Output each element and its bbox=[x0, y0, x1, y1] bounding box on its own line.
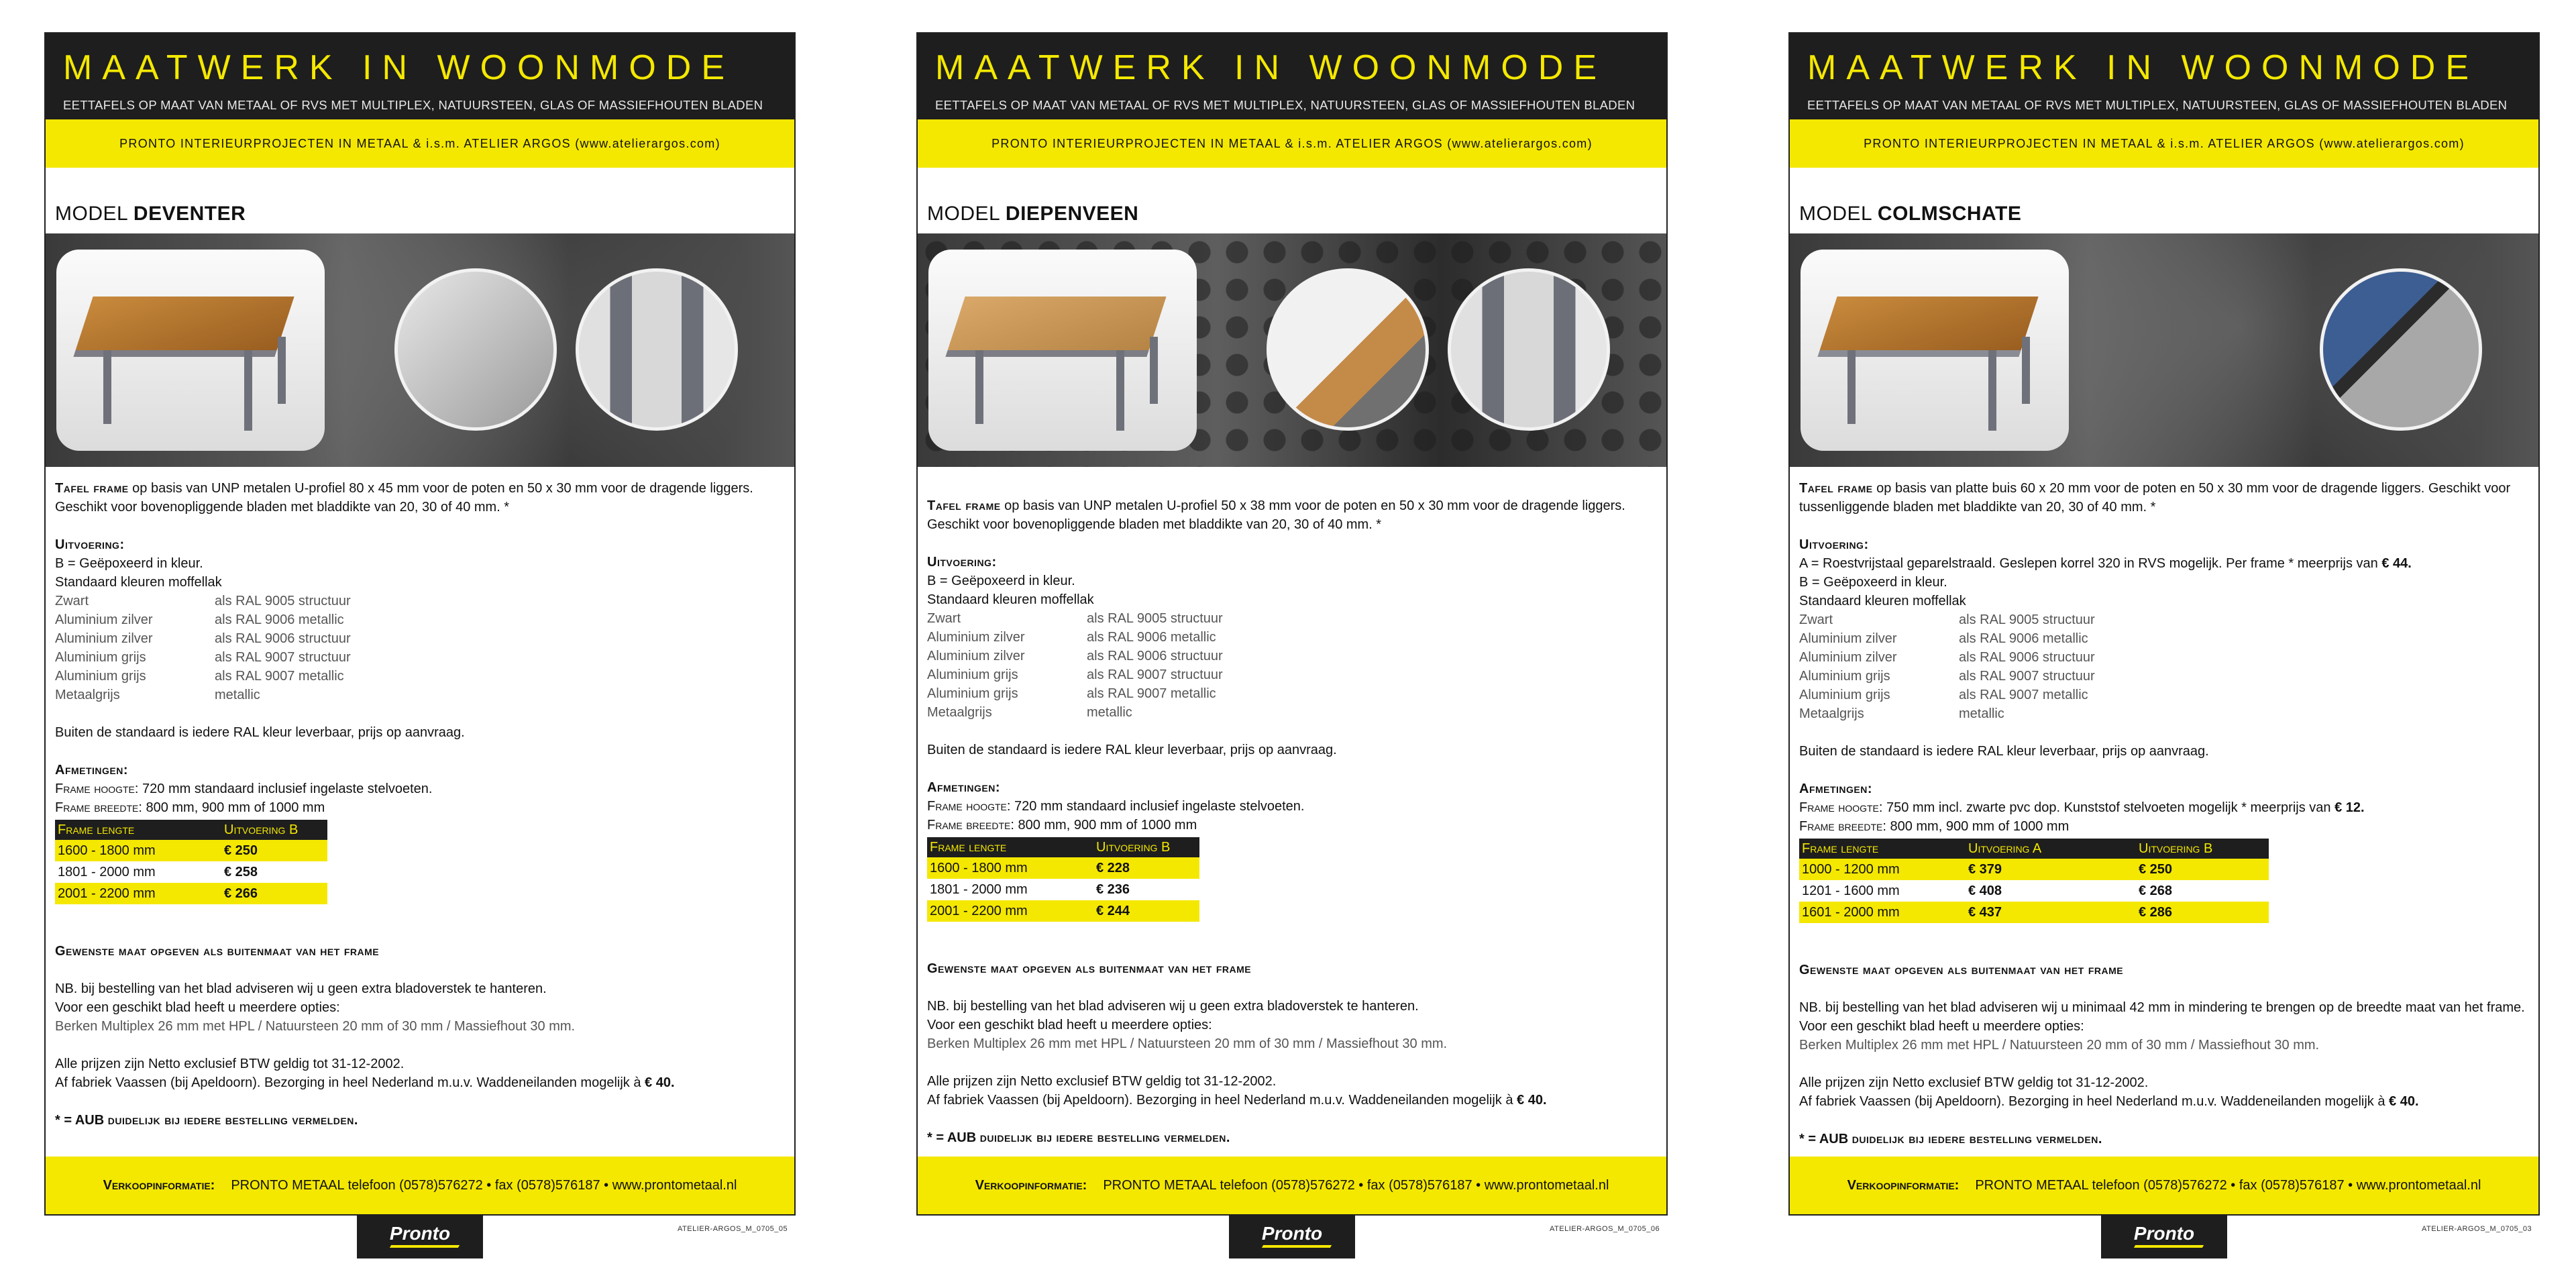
color-row bbox=[1799, 667, 2526, 686]
frame-desc-text: op basis van platte buis 60 x 20 mm voor de poten en 50 x 30 mm voor de dragende liggers. Geschikt voor tussenliggende bladen met bladdikte van 20, 30 of 40 mm. * bbox=[1799, 481, 2511, 515]
model-title bbox=[918, 168, 1666, 233]
blad-options: Berken Multiplex 26 mm met HPL / Natuursteen 20 mm of 30 mm / Massiefhout 30 mm. bbox=[55, 1019, 576, 1034]
uitvoering-a-price: € 44. bbox=[2381, 556, 2412, 571]
uitvoering-b: B = Geëpoxeerd in kleur. bbox=[55, 556, 203, 571]
model-prefix: MODEL bbox=[927, 203, 1000, 225]
frame-label: Tafel frame bbox=[927, 498, 1001, 513]
aub-star: * = AUB bbox=[1799, 1132, 1849, 1146]
detail-corner-photo bbox=[1267, 268, 1429, 431]
uitvoering-b: B = Geëpoxeerd in kleur. bbox=[927, 574, 1075, 588]
color-name: Aluminium grijs bbox=[927, 686, 1018, 701]
frame-height-price: € 12. bbox=[2334, 800, 2365, 815]
cell-price-a: € 408 bbox=[1968, 883, 2002, 898]
footer-contact: PRONTO METAAL telefoon (0578)576272 • fax (0578)576187 • www.prontometaal.nl bbox=[1103, 1178, 1609, 1193]
color-row bbox=[927, 665, 1654, 684]
model-prefix: MODEL bbox=[1799, 203, 1872, 225]
table-leg bbox=[103, 350, 111, 424]
frame-label: Tafel frame bbox=[55, 481, 129, 496]
logo-text: Pronto bbox=[1261, 1223, 1323, 1244]
logo-text: Pronto bbox=[2133, 1223, 2195, 1244]
partner-bar: PRONTO INTERIEURPROJECTEN IN METAAL & i.s.m. ATELIER ARGOS (www.atelierargos.com) bbox=[1790, 119, 2538, 168]
color-row bbox=[1799, 704, 2526, 723]
partner-bar: PRONTO INTERIEURPROJECTEN IN METAAL & i.s.m. ATELIER ARGOS (www.atelierargos.com) bbox=[46, 119, 794, 168]
frame-label: Tafel frame bbox=[1799, 481, 1873, 496]
delivery-price: € 40. bbox=[1517, 1093, 1547, 1108]
model-prefix: MODEL bbox=[55, 203, 128, 225]
frame-height-value: 720 mm standaard inclusief ingelaste stelvoeten. bbox=[1014, 799, 1305, 814]
sheet-title: MAATWERK IN WOONMODE bbox=[1807, 48, 2479, 87]
gewenste-maat: Gewenste maat opgeven als buitenmaat van het frame bbox=[55, 944, 380, 959]
sheet-diepenveen bbox=[916, 32, 1668, 1216]
standard-colors-heading: Standaard kleuren moffellak bbox=[1799, 594, 1966, 608]
col-uitvoering-b: Uitvoering B bbox=[2136, 839, 2269, 859]
uitvoering-b: B = Geëpoxeerd in kleur. bbox=[1799, 575, 1947, 590]
document-code: ATELIER-ARGOS_M_0705_05 bbox=[678, 1225, 788, 1233]
aub-star: * = AUB bbox=[927, 1130, 977, 1145]
delivery-price: € 40. bbox=[645, 1075, 675, 1090]
nb-options-intro: Voor een geschikt blad heeft u meerdere opties: bbox=[55, 1000, 340, 1015]
table-row bbox=[1799, 859, 2269, 880]
color-row bbox=[55, 648, 782, 667]
color-row bbox=[927, 684, 1654, 703]
aub-text: duidelijk bij iedere bestelling vermelden. bbox=[979, 1130, 1230, 1145]
cell-price-b: € 286 bbox=[2136, 902, 2269, 923]
color-name: Aluminium zilver bbox=[1799, 631, 1897, 646]
color-ral: als RAL 9006 structuur bbox=[1959, 650, 2095, 665]
sheet-colmschate bbox=[1788, 32, 2540, 1216]
frame-height-label: Frame hoogte: bbox=[1799, 800, 1883, 815]
sheet-subtitle: EETTAFELS OP MAAT VAN METAAL OF RVS MET MULTIPLEX, NATUURSTEEN, GLAS OF MASSIEFHOUTEN BLADEN bbox=[1807, 98, 2508, 112]
uitvoering-heading: Uitvoering: bbox=[1799, 537, 1869, 552]
color-name: Metaalgrijs bbox=[927, 705, 992, 720]
table-row bbox=[55, 883, 327, 904]
color-name: Metaalgrijs bbox=[55, 688, 120, 702]
nb-note: NB. bij bestelling van het blad adviseren wij u minimaal 42 mm in mindering te brengen op de breedte maat van het frame. bbox=[1799, 1000, 2525, 1015]
color-row bbox=[927, 628, 1654, 647]
color-row bbox=[55, 629, 782, 648]
cell-price-b: € 236 bbox=[1096, 882, 1130, 897]
sheet-header bbox=[918, 34, 1666, 119]
color-name: Aluminium grijs bbox=[1799, 669, 1890, 684]
table-row bbox=[927, 879, 1199, 900]
nb-note: NB. bij bestelling van het blad adviseren wij u geen extra bladoverstek te hanteren. bbox=[55, 981, 547, 996]
color-row bbox=[1799, 610, 2526, 629]
table-row bbox=[1799, 880, 2269, 902]
color-row bbox=[1799, 629, 2526, 648]
cell-price-b: € 258 bbox=[224, 865, 258, 879]
product-photo bbox=[918, 233, 1666, 467]
color-ral: als RAL 9005 structuur bbox=[1959, 612, 2095, 627]
afmetingen-heading: Afmetingen: bbox=[55, 763, 129, 777]
aub-note bbox=[927, 1128, 1654, 1147]
cell-lengte: 1801 - 2000 mm bbox=[58, 865, 156, 879]
color-name: Aluminium grijs bbox=[1799, 688, 1890, 702]
color-ral: als RAL 9006 structuur bbox=[215, 631, 351, 646]
color-row bbox=[1799, 686, 2526, 704]
table-row bbox=[55, 861, 327, 883]
frame-desc-text: op basis van UNP metalen U-profiel 50 x 38 mm voor de poten en 50 x 30 mm voor de dragende liggers. Geschikt voor bovenopliggende bladen met bladdikte van 20, 30 of 40 mm. * bbox=[927, 498, 1625, 532]
color-ral: als RAL 9006 metallic bbox=[215, 612, 344, 627]
frame-width-value: 800 mm, 900 mm of 1000 mm bbox=[1018, 818, 1197, 833]
table-leg bbox=[244, 350, 252, 431]
partner-bar: PRONTO INTERIEURPROJECTEN IN METAAL & i.s.m. ATELIER ARGOS (www.atelierargos.com) bbox=[918, 119, 1666, 168]
frame-height-label: Frame hoogte: bbox=[55, 782, 139, 796]
sheet-subtitle: EETTAFELS OP MAAT VAN METAAL OF RVS MET MULTIPLEX, NATUURSTEEN, GLAS OF MASSIEFHOUTEN BLADEN bbox=[935, 98, 1635, 112]
detail-corner-photo bbox=[2320, 268, 2482, 431]
sales-footer bbox=[918, 1157, 1666, 1214]
frame-width-label: Frame breedte: bbox=[1799, 819, 1886, 834]
table-row bbox=[1799, 902, 2269, 923]
ral-note: Buiten de standaard is iedere RAL kleur leverbaar, prijs op aanvraag. bbox=[1799, 744, 2209, 759]
blad-options: Berken Multiplex 26 mm met HPL / Natuursteen 20 mm of 30 mm / Massiefhout 30 mm. bbox=[927, 1036, 1448, 1051]
sheet-title: MAATWERK IN WOONMODE bbox=[935, 48, 1607, 87]
cell-price-b: € 228 bbox=[1093, 857, 1199, 879]
delivery-note bbox=[1799, 1092, 2526, 1111]
color-row bbox=[55, 667, 782, 686]
aub-text: duidelijk bij iedere bestelling vermelden. bbox=[107, 1113, 358, 1128]
ral-note: Buiten de standaard is iedere RAL kleur leverbaar, prijs op aanvraag. bbox=[55, 725, 465, 740]
frame-width-line bbox=[927, 816, 1654, 835]
cell-lengte: 1201 - 1600 mm bbox=[1802, 883, 1900, 898]
model-name: DEVENTER bbox=[133, 203, 246, 225]
cell-lengte: 1600 - 1800 mm bbox=[55, 840, 221, 861]
color-ral: als RAL 9007 metallic bbox=[1087, 686, 1216, 701]
col-uitvoering-b: Uitvoering B bbox=[221, 820, 327, 840]
gewenste-maat: Gewenste maat opgeven als buitenmaat van het frame bbox=[1799, 963, 2124, 977]
afmetingen-heading: Afmetingen: bbox=[1799, 782, 1873, 796]
price-table-header bbox=[1799, 839, 2269, 859]
detail-corner-photo bbox=[394, 268, 557, 431]
sheet-header bbox=[46, 34, 794, 119]
table-leg bbox=[2022, 337, 2030, 404]
delivery-text: Af fabriek Vaassen (bij Apeldoorn). Bezorging in heel Nederland m.u.v. Waddeneilanden mogelijk à bbox=[1799, 1094, 2385, 1109]
footer-label: Verkoopinformatie: bbox=[975, 1178, 1087, 1193]
nb-options-intro: Voor een geschikt blad heeft u meerdere opties: bbox=[1799, 1019, 2084, 1034]
delivery-note bbox=[927, 1091, 1654, 1110]
uitvoering-heading: Uitvoering: bbox=[55, 537, 125, 552]
table-photo bbox=[56, 250, 325, 451]
frame-description bbox=[55, 479, 782, 517]
cell-price-b: € 244 bbox=[1093, 900, 1199, 922]
cell-price-a: € 379 bbox=[1966, 859, 2136, 880]
model-name: DIEPENVEEN bbox=[1005, 203, 1139, 225]
sheet-header bbox=[1790, 34, 2538, 119]
table-leg bbox=[1988, 350, 1996, 431]
nb-options-intro: Voor een geschikt blad heeft u meerdere opties: bbox=[927, 1018, 1212, 1032]
cell-lengte: 1600 - 1800 mm bbox=[927, 857, 1093, 879]
frame-height-label: Frame hoogte: bbox=[927, 799, 1011, 814]
sheet-content bbox=[46, 467, 794, 1130]
cell-price-b: € 266 bbox=[221, 883, 327, 904]
color-name: Zwart bbox=[927, 611, 961, 626]
color-name: Zwart bbox=[1799, 612, 1833, 627]
price-table-header bbox=[55, 820, 327, 840]
color-name: Zwart bbox=[55, 594, 89, 608]
col-uitvoering-b: Uitvoering B bbox=[1093, 837, 1199, 857]
frame-height-line bbox=[927, 797, 1654, 816]
uitvoering-heading: Uitvoering: bbox=[927, 555, 997, 570]
col-lengte: Frame lengte bbox=[1799, 839, 1966, 859]
pronto-logo bbox=[1229, 1214, 1355, 1258]
cell-price-a: € 437 bbox=[1966, 902, 2136, 923]
table-leg bbox=[278, 337, 286, 404]
ral-note: Buiten de standaard is iedere RAL kleur leverbaar, prijs op aanvraag. bbox=[927, 743, 1337, 757]
cell-price-b: € 250 bbox=[2136, 859, 2269, 880]
frame-width-value: 800 mm, 900 mm of 1000 mm bbox=[146, 800, 325, 815]
logo-text: Pronto bbox=[389, 1223, 451, 1244]
table-row bbox=[927, 900, 1199, 922]
sheet-content bbox=[1790, 467, 2538, 1148]
cell-lengte: 2001 - 2200 mm bbox=[55, 883, 221, 904]
price-table bbox=[55, 820, 327, 904]
color-ral: als RAL 9007 structuur bbox=[215, 650, 351, 665]
frame-width-line bbox=[1799, 817, 2526, 836]
delivery-note bbox=[55, 1073, 782, 1092]
sheet-deventer bbox=[44, 32, 796, 1216]
delivery-text: Af fabriek Vaassen (bij Apeldoorn). Bezorging in heel Nederland m.u.v. Waddeneilanden mogelijk à bbox=[55, 1075, 641, 1090]
color-name: Aluminium zilver bbox=[927, 649, 1025, 663]
footer-label: Verkoopinformatie: bbox=[103, 1178, 215, 1193]
table-top-image bbox=[945, 297, 1166, 357]
frame-height-value: 750 mm incl. zwarte pvc dop. Kunststof stelvoeten mogelijk * meerprijs van bbox=[1886, 800, 2331, 815]
table-top-image bbox=[1817, 297, 2038, 357]
frame-description bbox=[927, 496, 1654, 534]
color-row bbox=[927, 647, 1654, 665]
cell-lengte: 2001 - 2200 mm bbox=[927, 900, 1093, 922]
price-table-header bbox=[927, 837, 1199, 857]
color-ral: als RAL 9007 structuur bbox=[1959, 669, 2095, 684]
col-lengte: Frame lengte bbox=[927, 837, 1093, 857]
footer-label: Verkoopinformatie: bbox=[1847, 1178, 1960, 1193]
color-ral: als RAL 9005 structuur bbox=[215, 594, 351, 608]
color-row bbox=[1799, 648, 2526, 667]
cell-price-b: € 250 bbox=[221, 840, 327, 861]
col-lengte: Frame lengte bbox=[55, 820, 221, 840]
frame-description bbox=[1799, 479, 2526, 517]
detail-foot-photo bbox=[576, 268, 738, 431]
color-name: Aluminium zilver bbox=[55, 612, 153, 627]
document-code: ATELIER-ARGOS_M_0705_06 bbox=[1550, 1225, 1660, 1233]
aub-star: * = AUB bbox=[55, 1113, 105, 1128]
frame-width-value: 800 mm, 900 mm of 1000 mm bbox=[1890, 819, 2070, 834]
table-photo bbox=[1801, 250, 2069, 451]
nb-note: NB. bij bestelling van het blad adviseren wij u geen extra bladoverstek te hanteren. bbox=[927, 999, 1419, 1014]
table-top-image bbox=[73, 297, 294, 357]
color-name: Aluminium zilver bbox=[927, 630, 1025, 645]
color-name: Aluminium grijs bbox=[55, 669, 146, 684]
color-ral: als RAL 9007 structuur bbox=[1087, 667, 1223, 682]
table-leg bbox=[1150, 337, 1158, 404]
color-ral: metallic bbox=[215, 688, 260, 702]
color-ral: metallic bbox=[1087, 705, 1132, 720]
table-leg bbox=[1847, 350, 1856, 424]
product-photo bbox=[1790, 233, 2538, 467]
sheet-subtitle: EETTAFELS OP MAAT VAN METAAL OF RVS MET MULTIPLEX, NATUURSTEEN, GLAS OF MASSIEFHOUTEN BLADEN bbox=[63, 98, 763, 112]
price-table bbox=[927, 837, 1199, 922]
table-photo bbox=[928, 250, 1197, 451]
frame-width-label: Frame breedte: bbox=[55, 800, 142, 815]
frame-height-line bbox=[1799, 798, 2526, 817]
table-row bbox=[927, 857, 1199, 879]
frame-width-line bbox=[55, 798, 782, 817]
cell-lengte: 1601 - 2000 mm bbox=[1799, 902, 1966, 923]
standard-colors-heading: Standaard kleuren moffellak bbox=[927, 592, 1094, 607]
frame-width-label: Frame breedte: bbox=[927, 818, 1014, 833]
sheet-content bbox=[918, 467, 1666, 1147]
detail-foot-photo bbox=[1448, 268, 1610, 431]
frame-height-value: 720 mm standaard inclusief ingelaste stelvoeten. bbox=[142, 782, 433, 796]
uitvoering-a bbox=[1799, 554, 2526, 573]
prices-note: Alle prijzen zijn Netto exclusief BTW geldig tot 31-12-2002. bbox=[55, 1057, 405, 1071]
color-ral: metallic bbox=[1959, 706, 2004, 721]
color-row bbox=[927, 609, 1654, 628]
uitvoering-a-text: A = Roestvrijstaal geparelstraald. Geslepen korrel 320 in RVS mogelijk. Per frame * meerprijs van bbox=[1799, 556, 2378, 571]
color-row bbox=[55, 610, 782, 629]
prices-note: Alle prijzen zijn Netto exclusief BTW geldig tot 31-12-2002. bbox=[927, 1074, 1277, 1089]
color-ral: als RAL 9007 metallic bbox=[1959, 688, 2088, 702]
color-row bbox=[55, 592, 782, 610]
color-ral: als RAL 9006 metallic bbox=[1959, 631, 2088, 646]
aub-text: duidelijk bij iedere bestelling vermelden. bbox=[1851, 1132, 2102, 1146]
table-leg bbox=[1116, 350, 1124, 431]
aub-note bbox=[1799, 1130, 2526, 1148]
cell-lengte: 1801 - 2000 mm bbox=[930, 882, 1028, 897]
color-name: Aluminium grijs bbox=[55, 650, 146, 665]
sales-footer bbox=[46, 1157, 794, 1214]
document-code: ATELIER-ARGOS_M_0705_03 bbox=[2422, 1225, 2532, 1233]
footer-contact: PRONTO METAAL telefoon (0578)576272 • fax (0578)576187 • www.prontometaal.nl bbox=[231, 1178, 737, 1193]
gewenste-maat: Gewenste maat opgeven als buitenmaat van het frame bbox=[927, 961, 1252, 976]
frame-desc-text: op basis van UNP metalen U-profiel 80 x 45 mm voor de poten en 50 x 30 mm voor de dragende liggers. Geschikt voor bovenopliggende bladen met bladdikte van 20, 30 of 40 mm. * bbox=[55, 481, 753, 515]
sales-footer bbox=[1790, 1157, 2538, 1214]
sheet-title: MAATWERK IN WOONMODE bbox=[63, 48, 735, 87]
color-ral: als RAL 9006 structuur bbox=[1087, 649, 1223, 663]
prices-note: Alle prijzen zijn Netto exclusief BTW geldig tot 31-12-2002. bbox=[1799, 1075, 2149, 1090]
footer-contact: PRONTO METAAL telefoon (0578)576272 • fax (0578)576187 • www.prontometaal.nl bbox=[1975, 1178, 2481, 1193]
blad-options: Berken Multiplex 26 mm met HPL / Natuursteen 20 mm of 30 mm / Massiefhout 30 mm. bbox=[1799, 1038, 2320, 1053]
color-name: Aluminium zilver bbox=[1799, 650, 1897, 665]
table-row bbox=[55, 840, 327, 861]
color-row bbox=[927, 703, 1654, 722]
frame-height-line bbox=[55, 780, 782, 798]
color-name: Aluminium grijs bbox=[927, 667, 1018, 682]
color-ral: als RAL 9006 metallic bbox=[1087, 630, 1216, 645]
delivery-price: € 40. bbox=[2389, 1094, 2419, 1109]
pronto-logo bbox=[2101, 1214, 2227, 1258]
model-title bbox=[1790, 168, 2538, 233]
aub-note bbox=[55, 1111, 782, 1130]
delivery-text: Af fabriek Vaassen (bij Apeldoorn). Bezorging in heel Nederland m.u.v. Waddeneilanden mogelijk à bbox=[927, 1093, 1513, 1108]
cell-price-b: € 268 bbox=[2139, 883, 2173, 898]
color-ral: als RAL 9005 structuur bbox=[1087, 611, 1223, 626]
standard-colors-heading: Standaard kleuren moffellak bbox=[55, 575, 222, 590]
color-name: Aluminium zilver bbox=[55, 631, 153, 646]
col-uitvoering-a: Uitvoering A bbox=[1966, 839, 2136, 859]
price-table bbox=[1799, 839, 2269, 923]
color-ral: als RAL 9007 metallic bbox=[215, 669, 344, 684]
model-name: COLMSCHATE bbox=[1877, 203, 2022, 225]
color-row bbox=[55, 686, 782, 704]
cell-lengte: 1000 - 1200 mm bbox=[1799, 859, 1966, 880]
product-photo bbox=[46, 233, 794, 467]
afmetingen-heading: Afmetingen: bbox=[927, 780, 1001, 795]
color-name: Metaalgrijs bbox=[1799, 706, 1864, 721]
pronto-logo bbox=[357, 1214, 483, 1258]
table-leg bbox=[975, 350, 983, 424]
model-title bbox=[46, 168, 794, 233]
